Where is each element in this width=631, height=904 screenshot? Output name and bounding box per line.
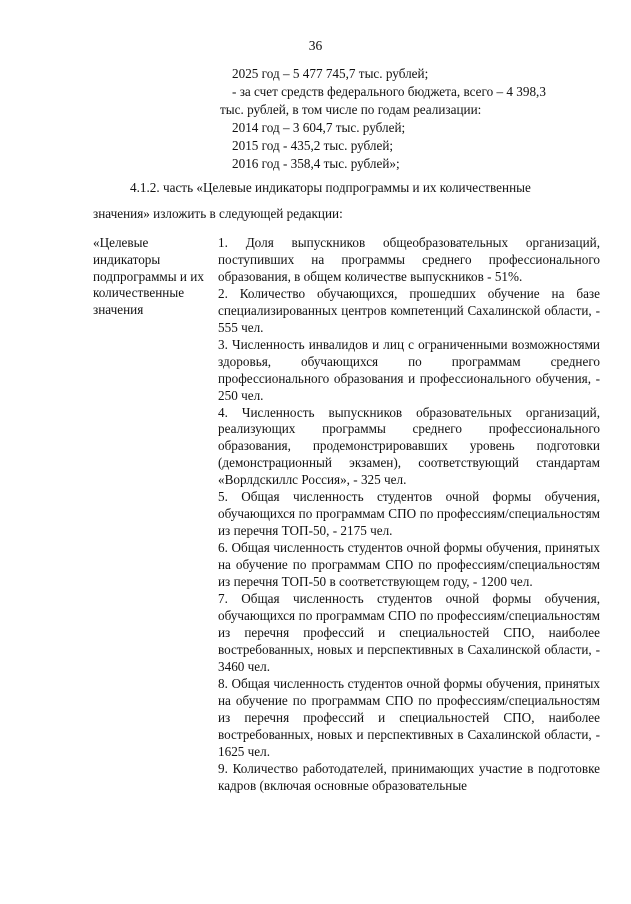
budget-line-2015: 2015 год - 435,2 тыс. рублей; xyxy=(232,138,394,153)
budget-line-breakdown: тыс. рублей, в том числе по годам реализации: xyxy=(220,102,482,117)
indicator-list xyxy=(218,235,600,794)
budget-line-federal: - за счет средств федерального бюджета, всего – 4 398,3 xyxy=(232,84,546,99)
budget-line-2016: 2016 год - 358,4 тыс. рублей»; xyxy=(232,156,400,171)
indicator-item: 6. Общая численность студентов очной формы обучения, принятых на обучение по программам СПО по профессиям/специальностям из перечня ТОП-50 в соответствующем году, - 1200 чел. xyxy=(218,540,600,590)
indicator-item: 4. Численность выпускников образовательных организаций, реализующих программы среднего профессионального образования, продемонстрировавших уровень подготовки (демонстрационный экзамен), соответствующий стандартам «Ворлдскиллс Россия», - 325 чел. xyxy=(218,404,600,488)
budget-line-2014: 2014 год – 3 604,7 тыс. рублей; xyxy=(232,120,406,135)
indicator-item: 7. Общая численность студентов очной формы обучения, обучающихся по программам СПО по профессиям/специальностям из перечня профессий и специальностей СПО, наиболее востребованных, новых и перспективных в Сахалинской области, - 3460 чел. xyxy=(218,591,600,674)
indicator-item: 9. Количество работодателей, принимающих участие в подготовке кадров (включая основные образовательные xyxy=(218,760,600,793)
indicator-item: 1. Доля выпускников общеобразовательных организаций, поступивших на программы среднего профессионального образования, в общем количестве выпускников - 51%. xyxy=(218,235,600,284)
page-number: 36 xyxy=(308,38,323,53)
intro-line-2: значения» изложить в следующей редакции: xyxy=(93,206,343,221)
indicator-item: 8. Общая численность студентов очной формы обучения, принятых на обучение по программам СПО по профессиям/специальностям из перечня профессий и специальностей СПО, наиболее востребованных, новых и перспективных в Сахалинской области, - 1625 чел. xyxy=(218,675,600,759)
indicator-item: 3. Численность инвалидов и лиц с ограниченными возможностями здоровья, обучающихся по программам среднего профессионального образования и профессионального обучения, - 250 чел. xyxy=(218,336,600,403)
budget-line-2025: 2025 год – 5 477 745,7 тыс. рублей; xyxy=(232,66,429,81)
indicator-item: 5. Общая численность студентов очной формы обучения, обучающихся по программам СПО по профессиям/специальностям из перечня ТОП-50, - 2175 чел. xyxy=(218,489,600,539)
indicator-item: 2. Количество обучающихся, прошедших обучение на базе специализированных центров компетенций Сахалинской области, - 555 чел. xyxy=(218,285,600,335)
intro-line-1: 4.1.2. часть «Целевые индикаторы подпрограммы и их количественные xyxy=(130,180,531,195)
indicator-label: «Целевые индикаторы подпрограммы и их количественные значения xyxy=(93,235,204,318)
